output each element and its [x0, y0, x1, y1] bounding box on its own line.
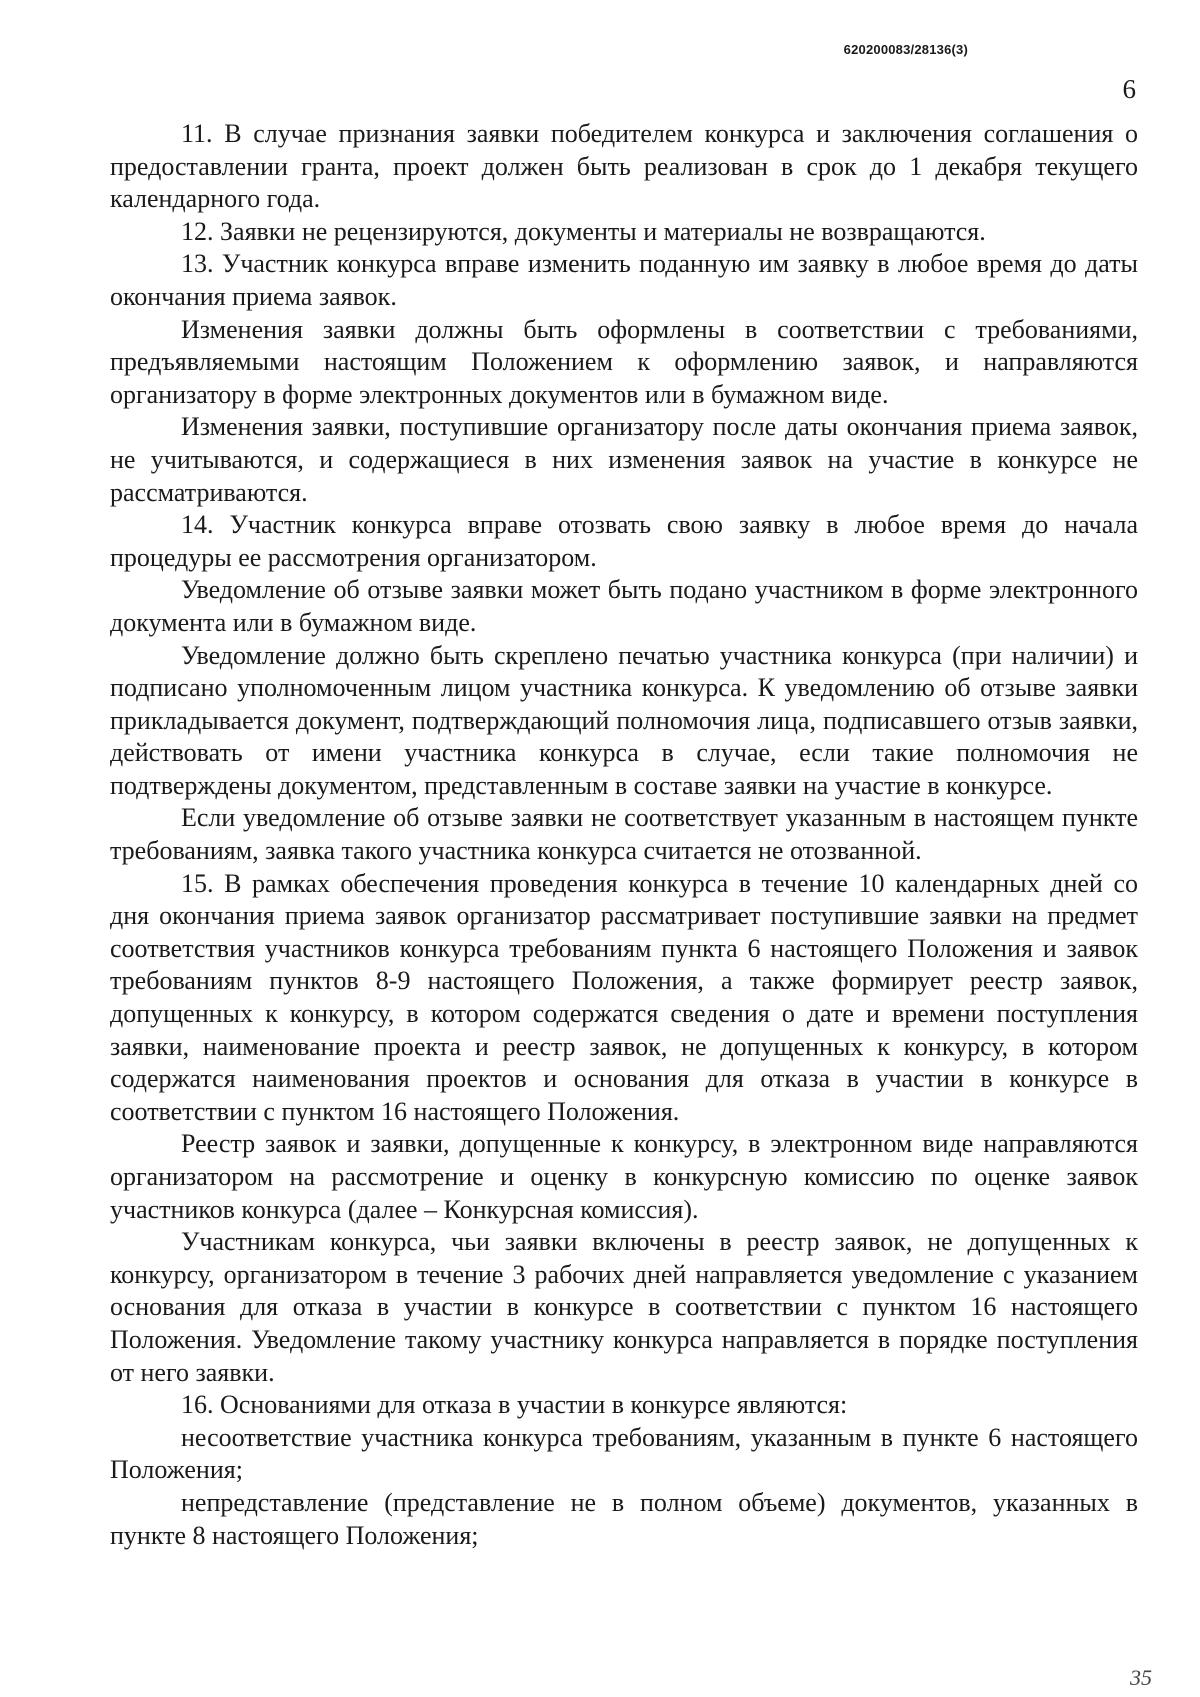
paragraph-11: 11. В случае признания заявки победителем конкурса и заключения соглашения о предоставлении гранта, проект должен быть реализован в срок до 1 декабря текущего календарного года.	[110, 119, 1138, 214]
page-number: 6	[1122, 74, 1136, 104]
paragraph-16: 16. Основаниями для отказа в участии в конкурсе являются:	[181, 1390, 848, 1420]
document-code: 620200083/28136(3)	[843, 42, 968, 57]
paragraph-15: 15. В рамках обеспечения проведения конкурса в течение 10 календарных дней со дня окончания приема заявок организатор рассматривает поступившие заявки на предмет соответствия участников конкурса требованиям пункта 6 настоящего Положения и заявок требованиям пунктов 8-9 настоящего Положения, а также формирует реестр заявок, допущенных к конкурсу, в котором содержатся сведения о дате и времени поступления заявки, наименование проекта и реестр заявок, не допущенных к конкурсу, в котором содержатся наименования проектов и основания для отказа в участии в конкурсе в соответствии с пунктом 16 настоящего Положения.	[110, 868, 1138, 1126]
paragraph-14: 14. Участник конкурса вправе отозвать свою заявку в любое время до начала процедуры ее рассмотрения организатором.	[110, 510, 1138, 572]
paragraph-16-ground-2: непредставление (представление не в полном объеме) документов, указанных в пункте 8 настоящего Положения;	[110, 1487, 1138, 1550]
paragraph-16-ground-1: несоответствие участника конкурса требованиям, указанным в пункте 6 настоящего Положения;	[110, 1422, 1138, 1485]
document-body	[110, 118, 1138, 1552]
handwritten-page-mark: 35	[1130, 1665, 1152, 1690]
paragraph-14-not-withdrawn: Если уведомление об отзыве заявки не соответствует указанным в настоящем пункте требованиям, заявка такого участника конкурса считается не отозванной.	[110, 803, 1138, 866]
paragraph-13-changes-format: Изменения заявки должны быть оформлены в соответствии с требованиями, предъявляемыми настоящим Положением к оформлению заявок, и направляются организатору в форме электронных документов или в бумажном виде.	[110, 314, 1138, 409]
paragraph-13-late-changes: Изменения заявки, поступившие организатору после даты окончания приема заявок, не учитываются, и содержащиеся в них изменения заявок на участие в конкурсе не рассматриваются.	[110, 412, 1138, 507]
paragraph-15-registry: Реестр заявок и заявки, допущенные к конкурсу, в электронном виде направляются организатором на рассмотрение и оценку в конкурсную комиссию по оценке заявок участников конкурса (далее – Конкурсная комиссия).	[110, 1129, 1138, 1224]
paragraph-13: 13. Участник конкурса вправе изменить поданную им заявку в любое время до даты окончания приема заявок.	[110, 249, 1138, 311]
paragraph-15-rejection-notice: Участникам конкурса, чьи заявки включены в реестр заявок, не допущенных к конкурсу, организатором в течение 3 рабочих дней направляется уведомление с указанием основания для отказа в участии в конкурсе в соответствии с пунктом 16 настоящего Положения. Уведомление такому участнику конкурса направляется в порядке поступления от него заявки.	[110, 1227, 1138, 1387]
paragraph-12: 12. Заявки не рецензируются, документы и материалы не возвращаются.	[181, 216, 986, 246]
paragraph-14-notice-seal: Уведомление должно быть скреплено печатью участника конкурса (при наличии) и подписано уполномоченным лицом участника конкурса. К уведомлению об отзыве заявки прикладывается документ, подтверждающий полномочия лица, подписавшего отзыв заявки, действовать от имени участника конкурса в случае, если такие полномочия не подтверждены документом, представленным в составе заявки на участие в конкурсе.	[110, 640, 1138, 800]
paragraph-14-notice-form: Уведомление об отзыве заявки может быть подано участником в форме электронного документа или в бумажном виде.	[110, 575, 1138, 637]
